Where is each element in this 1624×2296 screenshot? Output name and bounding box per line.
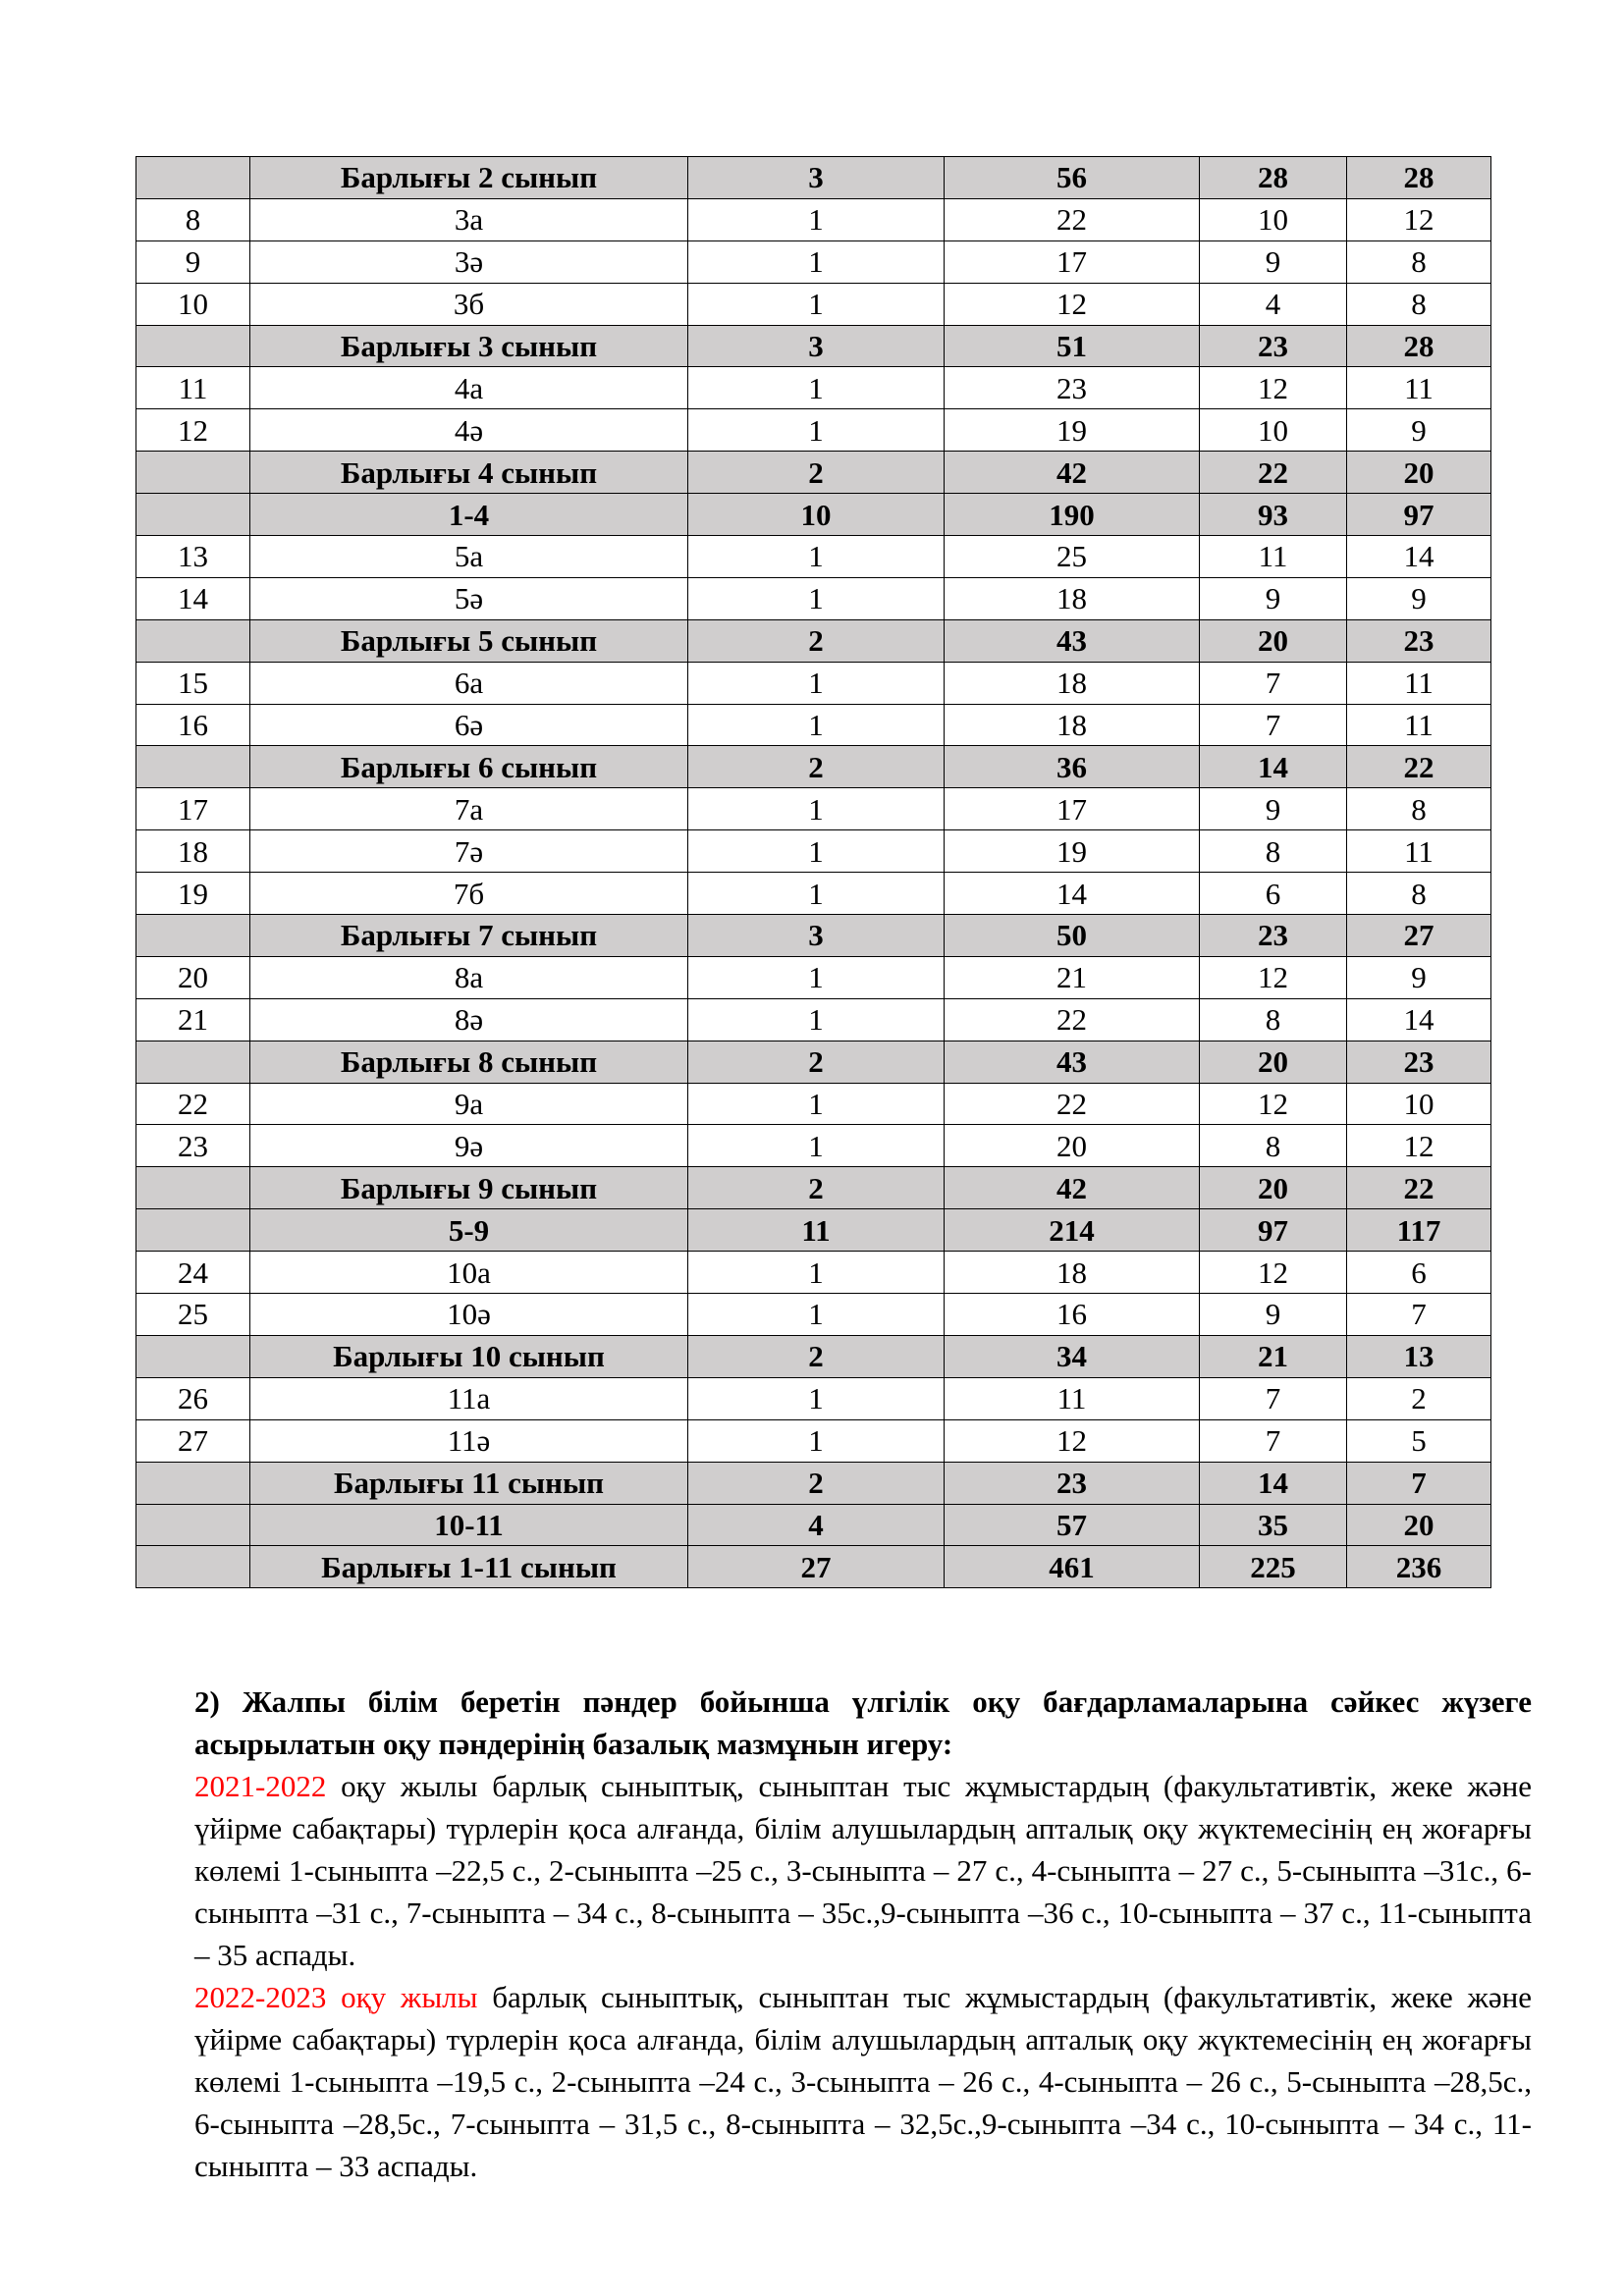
row-number-cell bbox=[136, 1546, 250, 1588]
class-name-cell: 4а bbox=[250, 367, 688, 409]
students-cell: 23 bbox=[945, 1462, 1200, 1504]
count-cell: 93 bbox=[1200, 494, 1347, 536]
count-cell: 7 bbox=[1347, 1462, 1491, 1504]
count-cell: 1 bbox=[688, 577, 945, 619]
count-cell: 1 bbox=[688, 1419, 945, 1462]
count-cell: 9 bbox=[1347, 577, 1491, 619]
count-cell: 9 bbox=[1200, 577, 1347, 619]
count-cell: 117 bbox=[1347, 1209, 1491, 1252]
class-name-cell: Барлығы 4 сынып bbox=[250, 452, 688, 494]
count-cell: 2 bbox=[688, 619, 945, 662]
section-heading: 2) Жалпы білім беретін пәндер бойынша үлгілік оқу бағдарламаларына сәйкес жүзеге асырылатын оқу пәндерінің базалық мазмұнын игеру: bbox=[194, 1684, 1532, 1761]
count-cell: 11 bbox=[1200, 536, 1347, 578]
count-cell: 1 bbox=[688, 956, 945, 998]
students-cell: 36 bbox=[945, 746, 1200, 788]
students-cell: 56 bbox=[945, 157, 1200, 199]
row-number-cell bbox=[136, 452, 250, 494]
students-cell: 22 bbox=[945, 198, 1200, 240]
count-cell: 23 bbox=[1347, 1041, 1491, 1083]
students-cell: 50 bbox=[945, 915, 1200, 957]
count-cell: 1 bbox=[688, 873, 945, 915]
students-cell: 57 bbox=[945, 1504, 1200, 1546]
class-name-cell: 6ә bbox=[250, 704, 688, 746]
count-cell: 22 bbox=[1347, 1167, 1491, 1209]
count-cell: 11 bbox=[688, 1209, 945, 1252]
count-cell: 2 bbox=[688, 746, 945, 788]
row-number-cell: 9 bbox=[136, 240, 250, 283]
table-total-row bbox=[136, 494, 1491, 536]
class-name-cell: 10ә bbox=[250, 1294, 688, 1336]
class-name-cell: Барлығы 1-11 сынып bbox=[250, 1546, 688, 1588]
count-cell: 225 bbox=[1200, 1546, 1347, 1588]
row-number-cell bbox=[136, 1167, 250, 1209]
students-cell: 21 bbox=[945, 956, 1200, 998]
count-cell: 14 bbox=[1347, 998, 1491, 1041]
students-cell: 19 bbox=[945, 409, 1200, 452]
section-text bbox=[194, 1681, 1532, 2187]
students-cell: 17 bbox=[945, 240, 1200, 283]
students-cell: 20 bbox=[945, 1125, 1200, 1167]
students-cell: 51 bbox=[945, 325, 1200, 367]
row-number-cell bbox=[136, 915, 250, 957]
count-cell: 236 bbox=[1347, 1546, 1491, 1588]
count-cell: 97 bbox=[1200, 1209, 1347, 1252]
count-cell: 23 bbox=[1347, 619, 1491, 662]
count-cell: 5 bbox=[1347, 1419, 1491, 1462]
class-name-cell: 5а bbox=[250, 536, 688, 578]
count-cell: 9 bbox=[1347, 956, 1491, 998]
count-cell: 1 bbox=[688, 662, 945, 704]
row-number-cell: 25 bbox=[136, 1294, 250, 1336]
count-cell: 27 bbox=[1347, 915, 1491, 957]
students-cell: 18 bbox=[945, 1252, 1200, 1294]
count-cell: 12 bbox=[1200, 1083, 1347, 1125]
row-number-cell: 19 bbox=[136, 873, 250, 915]
class-name-cell: 7ә bbox=[250, 830, 688, 873]
count-cell: 1 bbox=[688, 198, 945, 240]
row-number-cell: 27 bbox=[136, 1419, 250, 1462]
table-total-row bbox=[136, 915, 1491, 957]
count-cell: 3 bbox=[688, 325, 945, 367]
table-row bbox=[136, 1125, 1491, 1167]
class-name-cell: 10-11 bbox=[250, 1504, 688, 1546]
students-cell: 43 bbox=[945, 619, 1200, 662]
paragraph-text: оқу жылы барлық сыныптық, сыныптан тыс жұмыстардың (факультативтік, жеке және үйірме сабақтары) түрлерін қоса алғанда, білім алушылардың апталық оқу жүктемесінің ең жоғарғы көлемі 1-сыныпта –22,5 с., 2-сыныпта –25 с., 3-сыныпта – 27 с., 4-сыныпта – 27 с., 5-сыныпта –31с., 6-сыныпта –31 с., 7-сыныпта – 34 с., 8-сыныпта – 35с.,9-сыныпта –36 с., 10-сыныпта – 37 с., 11-сыныпта – 35 аспады. bbox=[194, 1769, 1532, 1972]
table-total-row bbox=[136, 325, 1491, 367]
table-row bbox=[136, 788, 1491, 830]
paragraph-2021-2022 bbox=[194, 1765, 1532, 1976]
row-number-cell bbox=[136, 1462, 250, 1504]
count-cell: 14 bbox=[1200, 746, 1347, 788]
students-cell: 190 bbox=[945, 494, 1200, 536]
class-name-cell: Барлығы 11 сынып bbox=[250, 1462, 688, 1504]
count-cell: 2 bbox=[688, 1462, 945, 1504]
row-number-cell bbox=[136, 1504, 250, 1546]
count-cell: 1 bbox=[688, 704, 945, 746]
paragraph-2022-2023 bbox=[194, 1976, 1532, 2187]
count-cell: 12 bbox=[1347, 1125, 1491, 1167]
row-number-cell: 10 bbox=[136, 283, 250, 325]
count-cell: 3 bbox=[688, 915, 945, 957]
count-cell: 23 bbox=[1200, 915, 1347, 957]
row-number-cell: 20 bbox=[136, 956, 250, 998]
count-cell: 8 bbox=[1347, 240, 1491, 283]
row-number-cell bbox=[136, 746, 250, 788]
count-cell: 7 bbox=[1200, 662, 1347, 704]
class-name-cell: Барлығы 3 сынып bbox=[250, 325, 688, 367]
class-name-cell: 3а bbox=[250, 198, 688, 240]
row-number-cell: 13 bbox=[136, 536, 250, 578]
table-row bbox=[136, 536, 1491, 578]
count-cell: 20 bbox=[1347, 452, 1491, 494]
count-cell: 3 bbox=[688, 157, 945, 199]
students-cell: 461 bbox=[945, 1546, 1200, 1588]
count-cell: 11 bbox=[1347, 662, 1491, 704]
count-cell: 20 bbox=[1200, 1167, 1347, 1209]
table-row bbox=[136, 1252, 1491, 1294]
count-cell: 1 bbox=[688, 1083, 945, 1125]
table-total-row bbox=[136, 452, 1491, 494]
table-body bbox=[136, 157, 1491, 1588]
count-cell: 1 bbox=[688, 240, 945, 283]
count-cell: 1 bbox=[688, 998, 945, 1041]
count-cell: 20 bbox=[1347, 1504, 1491, 1546]
count-cell: 35 bbox=[1200, 1504, 1347, 1546]
students-cell: 214 bbox=[945, 1209, 1200, 1252]
table-total-row bbox=[136, 157, 1491, 199]
row-number-cell: 23 bbox=[136, 1125, 250, 1167]
students-cell: 42 bbox=[945, 1167, 1200, 1209]
count-cell: 4 bbox=[688, 1504, 945, 1546]
table-total-row bbox=[136, 1504, 1491, 1546]
count-cell: 11 bbox=[1347, 704, 1491, 746]
row-number-cell: 15 bbox=[136, 662, 250, 704]
table-row bbox=[136, 283, 1491, 325]
class-name-cell: 4ә bbox=[250, 409, 688, 452]
count-cell: 12 bbox=[1200, 1252, 1347, 1294]
class-name-cell: Барлығы 7 сынып bbox=[250, 915, 688, 957]
table-total-row bbox=[136, 1335, 1491, 1377]
table-row bbox=[136, 1294, 1491, 1336]
row-number-cell bbox=[136, 325, 250, 367]
count-cell: 8 bbox=[1347, 283, 1491, 325]
table-row bbox=[136, 1419, 1491, 1462]
table-row bbox=[136, 704, 1491, 746]
students-cell: 12 bbox=[945, 283, 1200, 325]
count-cell: 7 bbox=[1200, 704, 1347, 746]
count-cell: 9 bbox=[1200, 788, 1347, 830]
count-cell: 1 bbox=[688, 536, 945, 578]
paragraph-text: барлық сыныптық, сыныптан тыс жұмыстардың (факультативтік, жеке және үйірме сабақтары) түрлерін қоса алғанда, білім алушылардың апталық оқу жүктемесінің ең жоғарғы көлемі 1-сыныпта –19,5 с., 2-сыныпта –24 с., 3-сыныпта – 26 с., 4-сыныпта – 26 с., 5-сыныпта –28,5с., 6-сыныпта –28,5с., 7-сыныпта – 31,5 с., 8-сыныпта – 32,5с.,9-сыныпта –34 с., 10-сыныпта – 34 с., 11-сыныпта – 33 аспады. bbox=[194, 1980, 1532, 2183]
row-number-cell bbox=[136, 619, 250, 662]
count-cell: 6 bbox=[1347, 1252, 1491, 1294]
count-cell: 2 bbox=[1347, 1377, 1491, 1419]
class-name-cell: 9ә bbox=[250, 1125, 688, 1167]
students-cell: 18 bbox=[945, 704, 1200, 746]
count-cell: 2 bbox=[688, 1167, 945, 1209]
class-name-cell: Барлығы 5 сынып bbox=[250, 619, 688, 662]
students-cell: 42 bbox=[945, 452, 1200, 494]
students-cell: 22 bbox=[945, 1083, 1200, 1125]
table-total-row bbox=[136, 746, 1491, 788]
count-cell: 8 bbox=[1347, 788, 1491, 830]
count-cell: 7 bbox=[1347, 1294, 1491, 1336]
count-cell: 20 bbox=[1200, 1041, 1347, 1083]
row-number-cell: 16 bbox=[136, 704, 250, 746]
table-row bbox=[136, 873, 1491, 915]
students-cell: 14 bbox=[945, 873, 1200, 915]
count-cell: 1 bbox=[688, 283, 945, 325]
students-cell: 12 bbox=[945, 1419, 1200, 1462]
class-name-cell: 5-9 bbox=[250, 1209, 688, 1252]
row-number-cell bbox=[136, 1209, 250, 1252]
count-cell: 11 bbox=[1347, 830, 1491, 873]
count-cell: 7 bbox=[1200, 1419, 1347, 1462]
table-total-row bbox=[136, 1546, 1491, 1588]
count-cell: 8 bbox=[1200, 830, 1347, 873]
students-cell: 25 bbox=[945, 536, 1200, 578]
class-name-cell: Барлығы 10 сынып bbox=[250, 1335, 688, 1377]
class-name-cell: 8ә bbox=[250, 998, 688, 1041]
count-cell: 10 bbox=[1200, 198, 1347, 240]
count-cell: 20 bbox=[1200, 619, 1347, 662]
count-cell: 10 bbox=[1347, 1083, 1491, 1125]
class-name-cell: 9а bbox=[250, 1083, 688, 1125]
count-cell: 2 bbox=[688, 1041, 945, 1083]
class-name-cell: 11а bbox=[250, 1377, 688, 1419]
count-cell: 28 bbox=[1347, 325, 1491, 367]
row-number-cell: 22 bbox=[136, 1083, 250, 1125]
table-row bbox=[136, 240, 1491, 283]
count-cell: 21 bbox=[1200, 1335, 1347, 1377]
count-cell: 8 bbox=[1200, 998, 1347, 1041]
row-number-cell: 18 bbox=[136, 830, 250, 873]
count-cell: 10 bbox=[688, 494, 945, 536]
students-cell: 16 bbox=[945, 1294, 1200, 1336]
row-number-cell: 24 bbox=[136, 1252, 250, 1294]
count-cell: 13 bbox=[1347, 1335, 1491, 1377]
count-cell: 9 bbox=[1200, 240, 1347, 283]
count-cell: 97 bbox=[1347, 494, 1491, 536]
count-cell: 27 bbox=[688, 1546, 945, 1588]
students-cell: 11 bbox=[945, 1377, 1200, 1419]
class-name-cell: 5ә bbox=[250, 577, 688, 619]
count-cell: 2 bbox=[688, 1335, 945, 1377]
count-cell: 8 bbox=[1200, 1125, 1347, 1167]
table-total-row bbox=[136, 1167, 1491, 1209]
count-cell: 1 bbox=[688, 1294, 945, 1336]
table-total-row bbox=[136, 1209, 1491, 1252]
row-number-cell: 11 bbox=[136, 367, 250, 409]
students-cell: 18 bbox=[945, 577, 1200, 619]
class-count-table bbox=[135, 156, 1491, 1588]
table-row bbox=[136, 1083, 1491, 1125]
count-cell: 1 bbox=[688, 1377, 945, 1419]
table-total-row bbox=[136, 1041, 1491, 1083]
row-number-cell: 21 bbox=[136, 998, 250, 1041]
table-row bbox=[136, 956, 1491, 998]
count-cell: 2 bbox=[688, 452, 945, 494]
table-row bbox=[136, 409, 1491, 452]
count-cell: 28 bbox=[1200, 157, 1347, 199]
count-cell: 14 bbox=[1347, 536, 1491, 578]
count-cell: 1 bbox=[688, 830, 945, 873]
count-cell: 22 bbox=[1200, 452, 1347, 494]
count-cell: 12 bbox=[1200, 956, 1347, 998]
students-cell: 22 bbox=[945, 998, 1200, 1041]
class-name-cell: 1-4 bbox=[250, 494, 688, 536]
class-name-cell: 3б bbox=[250, 283, 688, 325]
count-cell: 9 bbox=[1200, 1294, 1347, 1336]
students-cell: 23 bbox=[945, 367, 1200, 409]
class-name-cell: 6а bbox=[250, 662, 688, 704]
class-name-cell: 7а bbox=[250, 788, 688, 830]
count-cell: 4 bbox=[1200, 283, 1347, 325]
row-number-cell bbox=[136, 1335, 250, 1377]
count-cell: 1 bbox=[688, 409, 945, 452]
table-total-row bbox=[136, 1462, 1491, 1504]
count-cell: 12 bbox=[1200, 367, 1347, 409]
class-name-cell: Барлығы 9 сынып bbox=[250, 1167, 688, 1209]
count-cell: 1 bbox=[688, 1252, 945, 1294]
row-number-cell: 17 bbox=[136, 788, 250, 830]
students-cell: 18 bbox=[945, 662, 1200, 704]
row-number-cell: 12 bbox=[136, 409, 250, 452]
count-cell: 14 bbox=[1200, 1462, 1347, 1504]
count-cell: 10 bbox=[1200, 409, 1347, 452]
class-name-cell: Барлығы 6 сынып bbox=[250, 746, 688, 788]
students-cell: 17 bbox=[945, 788, 1200, 830]
class-name-cell: 10а bbox=[250, 1252, 688, 1294]
row-number-cell bbox=[136, 1041, 250, 1083]
table-row bbox=[136, 1377, 1491, 1419]
class-name-cell: 3ә bbox=[250, 240, 688, 283]
table-row bbox=[136, 198, 1491, 240]
count-cell: 22 bbox=[1347, 746, 1491, 788]
class-name-cell: Барлығы 2 сынып bbox=[250, 157, 688, 199]
count-cell: 23 bbox=[1200, 325, 1347, 367]
students-cell: 43 bbox=[945, 1041, 1200, 1083]
row-number-cell: 14 bbox=[136, 577, 250, 619]
table-row bbox=[136, 662, 1491, 704]
row-number-cell bbox=[136, 494, 250, 536]
class-name-cell: 7б bbox=[250, 873, 688, 915]
count-cell: 11 bbox=[1347, 367, 1491, 409]
class-name-cell: Барлығы 8 сынып bbox=[250, 1041, 688, 1083]
table-row bbox=[136, 830, 1491, 873]
count-cell: 1 bbox=[688, 1125, 945, 1167]
count-cell: 28 bbox=[1347, 157, 1491, 199]
count-cell: 1 bbox=[688, 367, 945, 409]
row-number-cell: 8 bbox=[136, 198, 250, 240]
students-cell: 34 bbox=[945, 1335, 1200, 1377]
count-cell: 12 bbox=[1347, 198, 1491, 240]
table-row bbox=[136, 577, 1491, 619]
year-highlight: 2021-2022 bbox=[194, 1769, 327, 1803]
row-number-cell bbox=[136, 157, 250, 199]
students-cell: 19 bbox=[945, 830, 1200, 873]
year-highlight: 2022-2023 оқу жылы bbox=[194, 1980, 478, 2014]
class-name-cell: 8а bbox=[250, 956, 688, 998]
table-total-row bbox=[136, 619, 1491, 662]
count-cell: 1 bbox=[688, 788, 945, 830]
class-name-cell: 11ә bbox=[250, 1419, 688, 1462]
count-cell: 7 bbox=[1200, 1377, 1347, 1419]
table-row bbox=[136, 367, 1491, 409]
row-number-cell: 26 bbox=[136, 1377, 250, 1419]
count-cell: 9 bbox=[1347, 409, 1491, 452]
count-cell: 6 bbox=[1200, 873, 1347, 915]
table-row bbox=[136, 998, 1491, 1041]
count-cell: 8 bbox=[1347, 873, 1491, 915]
